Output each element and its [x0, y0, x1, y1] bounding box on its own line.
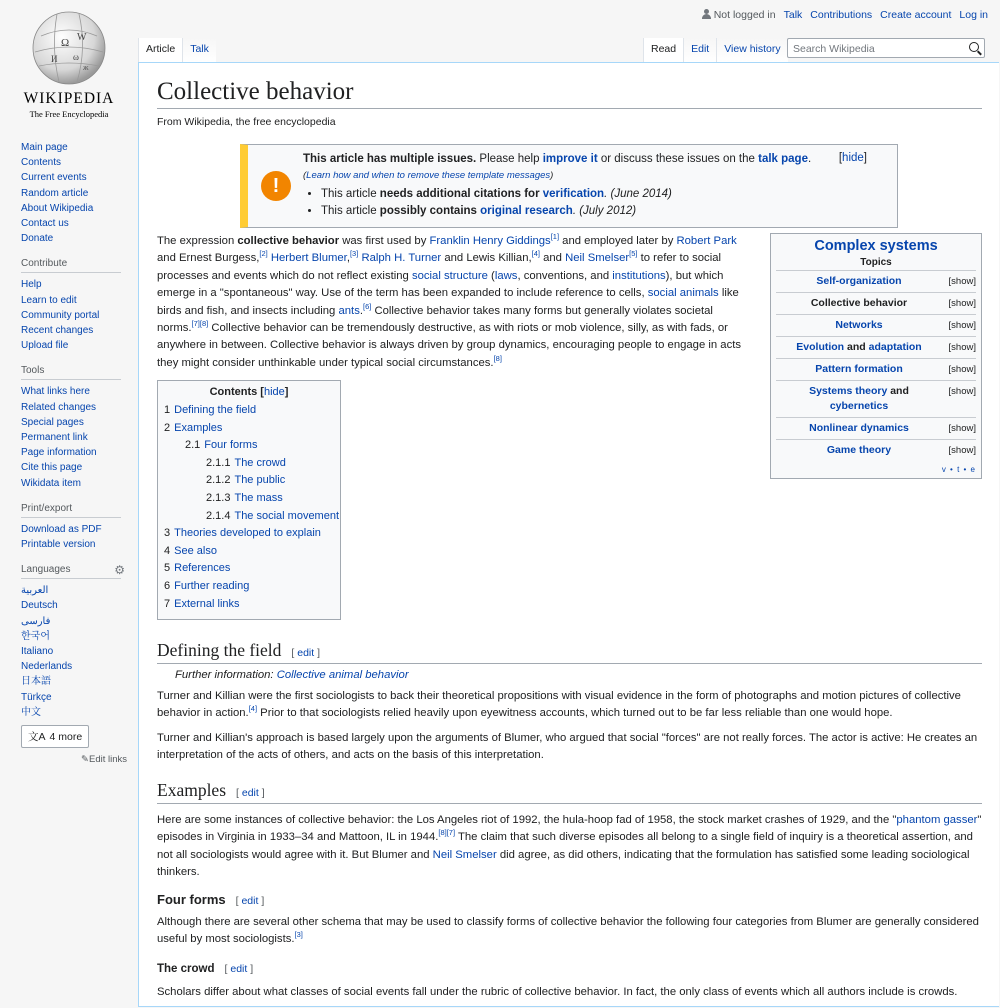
- pencil-icon: ✎: [81, 754, 89, 766]
- sidebar-contribute-item[interactable]: Community portal: [21, 309, 100, 321]
- citation[interactable]: [5]: [629, 249, 638, 259]
- wordmark: WIKIPEDIA: [23, 90, 115, 107]
- hide-issues-link[interactable]: hide: [842, 152, 864, 164]
- toc-entry[interactable]: [164, 596, 334, 614]
- content: [138, 62, 999, 1007]
- citation[interactable]: [8]: [493, 354, 502, 364]
- article-link[interactable]: Franklin Henry Giddings: [429, 235, 551, 247]
- article-link[interactable]: ants: [338, 304, 360, 317]
- navbox-row: Systems theory and cybernetics [show]: [776, 380, 976, 417]
- language-link[interactable]: العربية: [21, 585, 49, 597]
- sidebar-contribute-item[interactable]: Recent changes: [21, 325, 94, 337]
- toc-link[interactable]: Theories developed to explain: [174, 527, 321, 540]
- issues-text: Please help: [476, 153, 543, 165]
- toc-entry[interactable]: [164, 578, 334, 596]
- issues-lead: This article has multiple issues.: [303, 153, 477, 165]
- article-link[interactable]: phantom gasser: [896, 814, 978, 826]
- puzzle-globe-icon: [27, 10, 111, 86]
- navbox-link[interactable]: Evolution: [796, 341, 845, 353]
- toc-number: 5: [164, 562, 171, 575]
- navbox-link[interactable]: Networks: [835, 319, 883, 331]
- section-heading: The crowd [ edit ]: [157, 963, 254, 975]
- language-link[interactable]: Italiano: [21, 646, 54, 658]
- section-edit-link[interactable]: edit: [230, 963, 248, 975]
- sidebar-contribute: [21, 258, 127, 353]
- navbox-row: [776, 417, 976, 439]
- article-link[interactable]: social structure: [411, 269, 488, 282]
- logo-tagline: The Free Encyclopedia: [29, 109, 109, 119]
- navbox-row: Evolution and adaptation [show]: [776, 336, 976, 358]
- sidebar-nav-item[interactable]: Contact us: [21, 218, 69, 230]
- article-link[interactable]: Collective animal behavior: [276, 669, 409, 681]
- toc-number: 2.1.2: [206, 474, 231, 487]
- section-edit-link[interactable]: edit: [241, 895, 259, 907]
- site-tagline: From Wikipedia, the free encyclopedia: [157, 116, 336, 128]
- article-link[interactable]: Ralph H. Turner: [361, 252, 442, 265]
- language-link[interactable]: Türkçe: [21, 691, 52, 703]
- section-heading: Examples [ edit ]: [157, 780, 982, 804]
- improve-link[interactable]: improve it: [542, 153, 598, 165]
- show-button[interactable]: [show]: [948, 276, 976, 287]
- verification-link[interactable]: verification: [542, 188, 605, 200]
- paragraph: Scholars differ about what classes of social events fall under the rubric of collective behavior. In fact, the only class of events which all authors include is crowds.: [157, 986, 958, 998]
- toc-entry[interactable]: [164, 455, 334, 473]
- language-link[interactable]: 日本語: [21, 676, 51, 688]
- toc-number: 4: [164, 544, 171, 557]
- toc-title: Contents [hide]: [209, 386, 289, 398]
- sidebar-tools-item[interactable]: Special pages: [21, 416, 84, 428]
- sidebar-tools-item[interactable]: Related changes: [21, 401, 97, 413]
- issues-text: or discuss these issues on the: [597, 153, 759, 165]
- toc-entry[interactable]: [164, 543, 334, 561]
- toc-entry[interactable]: [164, 402, 334, 420]
- article-link[interactable]: Herbert Blumer: [270, 252, 347, 265]
- article-link[interactable]: laws: [494, 269, 518, 282]
- toc-link[interactable]: External links: [174, 597, 240, 610]
- toc-entry[interactable]: [164, 560, 334, 578]
- hatnote: Further information: Collective animal behavior: [175, 669, 409, 681]
- navbox-link[interactable]: cybernetics: [829, 400, 889, 412]
- search-box: [787, 38, 985, 58]
- navbox-link[interactable]: adaptation: [868, 341, 922, 353]
- languages-header: Languages ⚙: [21, 563, 125, 578]
- search-input[interactable]: [788, 41, 968, 58]
- svg-text:И: И: [51, 54, 58, 64]
- sidebar-print: [21, 503, 127, 552]
- section-defining: [157, 640, 982, 772]
- warning-icon: !: [261, 171, 291, 201]
- citation[interactable]: [1]: [550, 232, 560, 242]
- translate-icon: 文A: [28, 731, 46, 744]
- toc-link[interactable]: Four forms: [204, 439, 258, 452]
- sidebar-nav-item[interactable]: Donate: [21, 233, 54, 245]
- print-header: Print/export: [21, 503, 121, 518]
- sidebar-tools: [21, 365, 127, 490]
- citation[interactable]: [3]: [294, 930, 303, 940]
- svg-text:W: W: [77, 32, 87, 43]
- sidebar-tools-item[interactable]: What links here: [21, 386, 90, 398]
- table-of-contents: [157, 380, 341, 620]
- citation[interactable]: [2]: [259, 249, 268, 259]
- toc-link[interactable]: Defining the field: [174, 404, 257, 416]
- sidebar-nav-item[interactable]: Random article: [21, 187, 89, 199]
- toc-number: 2: [164, 421, 171, 434]
- language-link[interactable]: Nederlands: [21, 661, 73, 673]
- toc-number: 6: [164, 579, 171, 592]
- section-heading: Defining the field [ edit ]: [157, 640, 982, 664]
- section-edit-link[interactable]: edit: [241, 787, 259, 799]
- show-button[interactable]: [show]: [948, 342, 976, 353]
- toc-number: 2.1: [185, 439, 201, 452]
- sidebar-print-item[interactable]: Printable version: [21, 539, 96, 551]
- navbox-row: [776, 439, 976, 461]
- personal-tools: [702, 9, 988, 21]
- not-logged-in: Not logged in: [702, 9, 776, 21]
- citation[interactable]: [4]: [531, 249, 540, 259]
- show-button[interactable]: [show]: [948, 364, 976, 375]
- sidebar-navigation: [21, 140, 127, 246]
- sidebar-contribute-item[interactable]: Upload file: [21, 340, 69, 352]
- article-link[interactable]: Neil Smelser: [432, 848, 497, 861]
- original-research-link[interactable]: original research: [480, 205, 573, 217]
- citation[interactable]: [6]: [362, 301, 372, 311]
- tab-article[interactable]: Article: [138, 38, 182, 62]
- tab-talk[interactable]: Talk: [182, 38, 216, 62]
- complex-systems-navbox: [770, 233, 982, 479]
- sidebar-contribute-item[interactable]: Help: [21, 279, 42, 291]
- show-button[interactable]: [show]: [948, 423, 976, 434]
- toc-number: 2.1.4: [206, 509, 231, 522]
- sidebar-nav-item[interactable]: Current events: [21, 172, 87, 184]
- toc-link[interactable]: The public: [234, 474, 286, 487]
- language-link[interactable]: 中文: [21, 706, 41, 718]
- toc-entry[interactable]: [164, 490, 334, 508]
- paragraph: Although there are several other schema that may be used to classify forms of collective behavior the following four categories from Blumer are generally considered useful by most sociologists.[3]: [157, 916, 979, 946]
- navbox-current: Collective behavior: [810, 297, 908, 309]
- toc-entry[interactable]: [164, 525, 334, 543]
- article-link[interactable]: Neil Smelser: [565, 252, 630, 265]
- language-link[interactable]: Deutsch: [21, 600, 58, 612]
- namespace-tabs: [138, 38, 216, 62]
- sidebar-nav-item[interactable]: Main page: [21, 142, 68, 153]
- wikipedia-logo[interactable]: [10, 10, 128, 119]
- show-button[interactable]: [show]: [948, 445, 976, 456]
- citation[interactable]: [8][7]: [438, 828, 456, 838]
- talk-link[interactable]: Talk: [783, 9, 803, 21]
- talk-page-link[interactable]: talk page: [758, 153, 808, 165]
- toc-entry[interactable]: [164, 437, 334, 455]
- navbox-link[interactable]: Nonlinear dynamics: [809, 422, 909, 434]
- navbox-row: [776, 358, 976, 380]
- citation[interactable]: [7][8]: [191, 319, 209, 329]
- show-button[interactable]: [show]: [948, 386, 976, 397]
- article-link[interactable]: social animals: [647, 287, 719, 300]
- issues-box: ! This article has multiple issues. Please help improve it or discuss these issues on the talk page. (Learn how and when to remove these template messages) • This article needs additional citations for verification. (June 2014) • This article possibly contains original research. (July 2012) [hide]: [240, 144, 898, 228]
- navbox-title[interactable]: Complex systems: [814, 238, 938, 254]
- toc-link[interactable]: The crowd: [234, 456, 286, 469]
- svg-text:ж: ж: [83, 63, 89, 72]
- toc-link[interactable]: Examples: [174, 421, 223, 434]
- section-heading: Four forms [ edit ]: [157, 892, 265, 907]
- toc-link[interactable]: References: [174, 562, 231, 575]
- toc-entry[interactable]: [164, 420, 334, 438]
- navbox-subtitle: Topics: [860, 257, 892, 268]
- sidebar-nav-item[interactable]: Contents: [21, 157, 62, 169]
- show-button[interactable]: [show]: [948, 298, 976, 309]
- toc-hide-link[interactable]: hide: [263, 386, 285, 398]
- navbox-row: [776, 270, 976, 292]
- intro-paragraph: The expression collective behavior was first used by Franklin Henry Giddings[1] and employed later by Robert Park and Ernest Burgess,[2] Herbert Blumer,[3] Ralph H. Turner and Lewis Killian,[4] and Neil Smelser[5] to refer to social processes and events which do not reflect existing social structure (laws, conventions, and institutions), but which emerge in a "spontaneous" way. Use of the term has been expanded to include reference to cells, social animals like birds and fish, and insects including ants.[6] Collective behavior takes many forms but generally violates societal norms.[7][8] Collective behavior can be tremendously destructive, as with riots or mob violence, silly, as with fads, or anywhere in between. Collective behavior is always driven by group dynamics, encouraging people to engage in acts they might consider unthinkable under typical social circumstances.[8]: [157, 232, 742, 369]
- tab-edit[interactable]: Edit: [683, 38, 716, 62]
- paragraph: Here are some instances of collective behavior: the Los Angeles riot of 1992, the hula-hoop fad of 1958, the stock market crashes of 1929, and the "phantom gasser" episodes in Virginia in 1933–34 and Mattoon, IL in 1944.[8][7] The claim that such diverse episodes all belong to a single field of inquiry is a theoretical assertion, and not all sociologists would agree with it. But Blumer and Neil Smelser did agree, as did others, indicating that the formulation has satisfied some leading sociological thinkers.: [157, 814, 982, 879]
- citation[interactable]: [3]: [349, 249, 359, 259]
- section-examples: [157, 780, 982, 889]
- article-link[interactable]: Robert Park: [676, 235, 737, 247]
- toc-number: 2.1.3: [206, 491, 231, 504]
- paragraph: Turner and Killian's approach is based largely upon the arguments of Blumer, who argued that social "forces" are not really forces. The actor is active: He creates an interpretation of the acts of others, and acts on the basis of this interpretation.: [157, 731, 978, 762]
- sidebar-tools-item[interactable]: Permanent link: [21, 432, 88, 444]
- toc-link[interactable]: Further reading: [174, 579, 250, 592]
- toc-link[interactable]: The mass: [234, 491, 283, 504]
- tools-header: Tools: [21, 365, 121, 380]
- paragraph: Turner and Killian were the first sociologists to back their theoretical propositions with visual evidence in the form of photographs and motion pictures of collective behavior in action.[4] Prior to that sociologists relied heavily upon eyewitness accounts, which turned out to be far less reliable than one would hope.: [157, 690, 961, 720]
- citation[interactable]: [4]: [248, 704, 258, 714]
- view-tabs: [643, 38, 788, 62]
- issue-item: • This article needs additional citations for verification. (June 2014): [321, 186, 887, 203]
- learn-how-link[interactable]: Learn how and when to remove these template messages: [306, 170, 551, 181]
- tab-read[interactable]: Read: [643, 38, 683, 62]
- article-link[interactable]: institutions: [612, 269, 666, 282]
- sidebar-print-item[interactable]: Download as PDF: [21, 523, 102, 535]
- navbox-link[interactable]: Game theory: [826, 444, 892, 456]
- sidebar-tools-item[interactable]: Cite this page: [21, 462, 83, 474]
- search-icon[interactable]: [969, 42, 979, 52]
- gear-icon[interactable]: ⚙: [114, 563, 125, 578]
- log-in-link[interactable]: Log in: [959, 9, 988, 21]
- show-button[interactable]: [show]: [948, 320, 976, 331]
- toc-entry[interactable]: [164, 472, 334, 490]
- more-languages-button[interactable]: 文A 4 more: [21, 725, 89, 748]
- toc-number: 3: [164, 527, 171, 540]
- page-title: Collective behavior: [157, 78, 982, 109]
- svg-text:Ω: Ω: [61, 37, 70, 49]
- navbox-row: [776, 292, 976, 314]
- sidebar-tools-item[interactable]: Page information: [21, 447, 97, 459]
- issue-item: • This article possibly contains original research. (July 2012): [321, 203, 887, 220]
- contributions-link[interactable]: Contributions: [810, 9, 873, 21]
- issues-text: .: [807, 153, 812, 165]
- sidebar-nav-item[interactable]: About Wikipedia: [21, 202, 94, 214]
- navbox-vte[interactable]: v • t • e: [941, 465, 976, 474]
- toc-link[interactable]: See also: [174, 544, 217, 557]
- section-crowd: [157, 963, 982, 1008]
- contribute-header: Contribute: [21, 258, 121, 273]
- toc-number: 2.1.1: [206, 456, 231, 469]
- language-link[interactable]: 한국어: [21, 630, 50, 642]
- user-icon: [702, 9, 711, 19]
- toc-link[interactable]: The social movement: [234, 509, 340, 522]
- section-four-forms: [157, 892, 982, 956]
- create-account-link[interactable]: Create account: [880, 9, 952, 21]
- toc-number: 7: [164, 597, 171, 610]
- sidebar-languages: [21, 564, 127, 765]
- navbox-row: [776, 314, 976, 336]
- toc-number: 1: [164, 404, 171, 416]
- sidebar-contribute-item[interactable]: Learn to edit: [21, 294, 77, 306]
- svg-text:ω: ω: [73, 52, 79, 62]
- navbox-link[interactable]: Pattern formation: [815, 363, 903, 375]
- edit-links[interactable]: ✎Edit links: [81, 754, 127, 766]
- sidebar-tools-item[interactable]: Wikidata item: [21, 477, 82, 489]
- language-link[interactable]: فارسی: [21, 615, 51, 627]
- toc-entry[interactable]: [164, 508, 340, 526]
- tab-view-history[interactable]: View history: [716, 38, 787, 62]
- navbox-link[interactable]: Self-organization: [816, 275, 902, 287]
- navbox-link[interactable]: Systems theory: [809, 385, 888, 397]
- section-edit-link[interactable]: edit: [297, 647, 315, 659]
- sidebar: [21, 140, 127, 777]
